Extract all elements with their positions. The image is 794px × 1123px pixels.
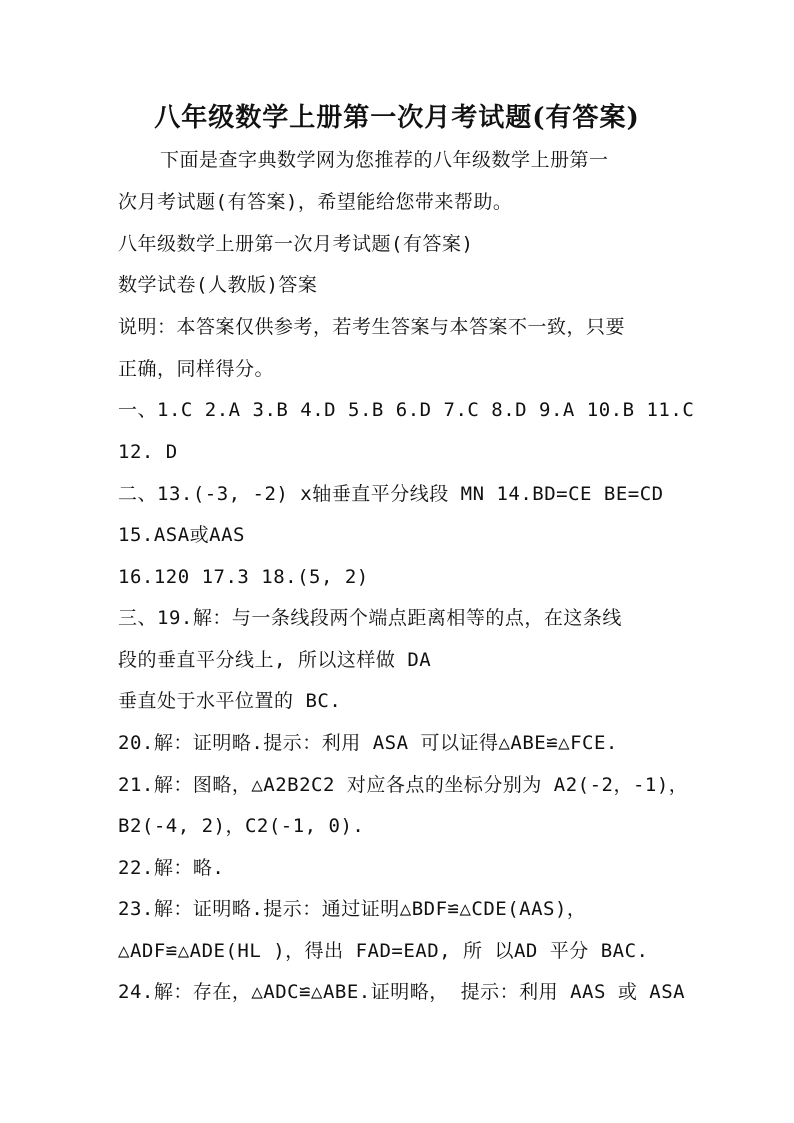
- intro-line-2: 次月考试题(有答案)，希望能给您带来帮助。: [118, 191, 513, 213]
- answer-20: 20.解：证明略.提示：利用 ASA 可以证得△ABE≌△FCE.: [118, 732, 618, 754]
- answer-15: 15.ASA或AAS: [118, 524, 245, 546]
- answer-16-18: 16.120 17.3 18.(5, 2): [118, 566, 369, 588]
- answer-24: 24.解：存在，△ADC≌△ABE.证明略， 提示：利用 AAS 或 ASA: [118, 981, 686, 1003]
- note-line-1: 说明：本答案仅供参考，若考生答案与本答案不一致，只要: [118, 316, 626, 338]
- intro-line-1: 下面是查字典数学网为您推荐的八年级数学上册第一: [160, 149, 609, 171]
- answer-section-2: 二、13.(-3, -2) x轴垂直平分线段 MN 14.BD=CE BE=CD: [118, 483, 664, 505]
- answer-19-line-1: 三、19.解：与一条线段两个端点距离相等的点，在这条线: [118, 607, 622, 629]
- answer-23-line-2: △ADF≌△ADE(HL )，得出 FAD=EAD, 所 以AD 平分 BAC.: [118, 940, 649, 962]
- answer-21-line-1: 21.解：图略，△A2B2C2 对应各点的坐标分别为 A2(-2，-1)，: [118, 774, 689, 796]
- answer-section-1-cont: 12. D: [118, 441, 178, 463]
- document-title: 八年级数学上册第一次月考试题(有答案): [154, 103, 640, 133]
- note-line-2: 正确，同样得分。: [118, 358, 275, 380]
- answer-22: 22.解：略.: [118, 857, 225, 879]
- answer-section-1: 一、1.C 2.A 3.B 4.D 5.B 6.D 7.C 8.D 9.A 10.B 11.C: [118, 399, 695, 421]
- answer-19-line-3: 垂直处于水平位置的 BC.: [118, 690, 342, 712]
- answer-23-line-1: 23.解：证明略.提示：通过证明△BDF≌△CDE(AAS)，: [118, 898, 587, 920]
- answer-21-line-2: B2(-4, 2)，C2(-1, 0).: [118, 815, 365, 837]
- answer-heading: 数学试卷(人教版)答案: [118, 274, 318, 296]
- answer-19-line-2: 段的垂直平分线上, 所以这样做 DA: [118, 649, 432, 671]
- subtitle-line: 八年级数学上册第一次月考试题(有答案): [118, 233, 474, 255]
